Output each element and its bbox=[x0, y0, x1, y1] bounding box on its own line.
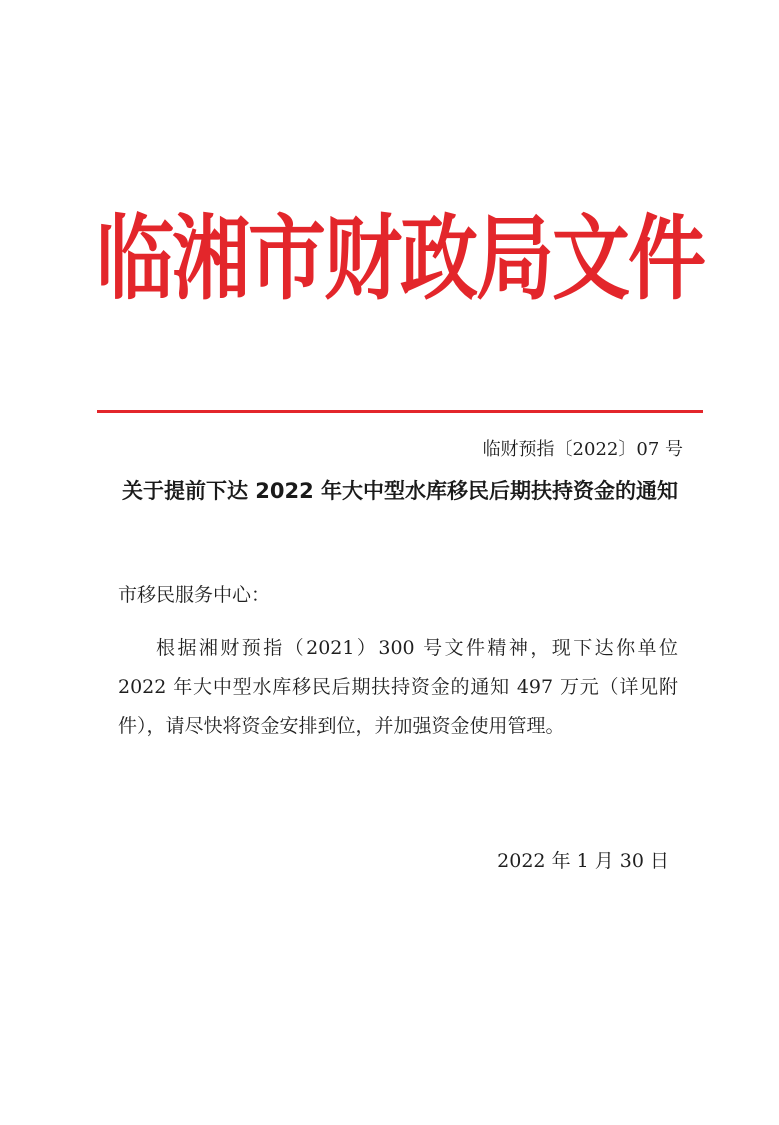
document-number: 临财预指〔2022〕07 号 bbox=[482, 439, 683, 460]
body-paragraph: 根据湘财预指（2021）300 号文件精神，现下达你单位 2022 年大中型水库移民后期扶持资金的通知 497 万元（详见附件），请尽快将资金安排到位，并加强资金使用管理。 bbox=[118, 637, 678, 737]
salutation: 市移民服务中心： bbox=[118, 584, 271, 606]
notice-title: 关于提前下达 2022 年大中型水库移民后期扶持资金的通知 bbox=[121, 479, 679, 503]
red-divider-line bbox=[97, 410, 703, 413]
masthead-title: 临湘市财政局文件 bbox=[95, 205, 704, 314]
issue-date: 2022 年 1 月 30 日 bbox=[497, 850, 669, 872]
